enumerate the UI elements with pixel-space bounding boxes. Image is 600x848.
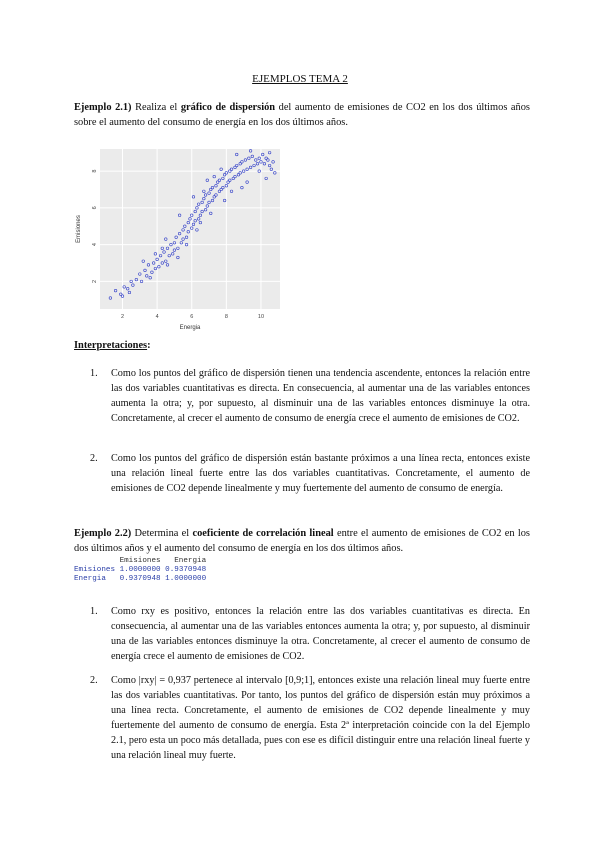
y-tick-label: 2 — [92, 279, 98, 283]
statement-text: Determina el — [131, 528, 193, 539]
list-text: Como |rxy| = 0,937 pertenece al intervalo [0,9;1], entonces existe una relación lineal muy fuerte entre las dos variables cuantitativas. Por tanto, los puntos del gráfico de dispersión están muy próximos a una línea recta. Concretamente, el aumento de emisiones de CO2 depende linealmente y muy fuertemente del aumento de consumo de energía. Esta 2ª interpretación coincide con la del Ejemplo 2.1, pero esta un poco más detallada, pues con ese es difícil distinguir entre una relación lineal fuerte y una relación lineal muy fuerte. — [111, 675, 530, 761]
y-tick-label: 8 — [92, 169, 98, 173]
list-number: 1. — [90, 606, 98, 617]
list-item — [90, 604, 530, 664]
list-item — [90, 673, 530, 765]
example-label: Ejemplo 2.2) — [74, 528, 132, 539]
list-text: Como rxy es positivo, entonces la relación entre las dos variables cuantitativas es directa. En consecuencia, al aumentar una de las variables entonces aumenta la otra; y, por supuesto, al disminuir una de las variables entonces disminuye la otra. Concretamente, al crecer el aumento de consumo de energía crece el aumento de emisiones de CO2. — [111, 606, 530, 662]
y-tick-label: 4 — [92, 243, 98, 247]
list-number: 2. — [90, 675, 98, 686]
y-tick-label: 6 — [92, 206, 98, 210]
statement-bold: gráfico de dispersión — [180, 102, 276, 113]
list-item — [90, 366, 530, 430]
scatter-chart — [72, 143, 290, 343]
page-title: EJEMPLOS TEMA 2 — [252, 73, 348, 85]
matrix-row-label: Energia — [74, 575, 116, 583]
plot-background — [100, 149, 280, 309]
matrix-header: Emisiones Energia — [74, 557, 207, 565]
example-2-1-statement — [74, 100, 530, 130]
statement-bold: coeficiente de correlación lineal — [192, 528, 334, 539]
example-label: Ejemplo 2.1) — [74, 102, 132, 113]
correlation-matrix-output — [74, 557, 244, 585]
statement-text: Realiza el — [131, 102, 181, 113]
y-axis-label: Emisiones — [76, 215, 82, 243]
interpretations-heading-text: Interpretaciones — [74, 340, 148, 351]
statement-text: del aumento de emisiones de CO2 en los dos últimos años sobre el aumento del consumo de energía en los dos últimos años. — [74, 102, 530, 128]
interpretations-heading — [74, 340, 151, 351]
x-axis-label: Energia — [179, 325, 201, 331]
interpretations-heading-colon: : — [147, 340, 151, 351]
matrix-row-values: 1.0000000 0.9370948 — [115, 566, 207, 574]
list-number: 1. — [90, 368, 98, 379]
x-tick-label: 8 — [224, 314, 228, 320]
list-item — [90, 451, 530, 511]
x-tick-label: 2 — [120, 314, 125, 320]
list-number: 2. — [90, 453, 98, 464]
matrix-row-values: 0.9370948 1.0000000 — [115, 575, 207, 583]
example-2-2-statement — [74, 526, 530, 556]
x-tick-label: 4 — [155, 314, 159, 320]
list-text: Como los puntos del gráfico de dispersión están bastante próximos a una línea recta, entonces existe una relación lineal fuerte entre las dos variables cuantitativas. Concretamente, el aumento de emisiones de CO2 depende linealmente y muy fuertemente del aumento de consumo de energía. — [111, 453, 530, 494]
statement-text: entre el aumento de emisiones de CO2 en los dos últimos años y el aumento del consumo de energía en los dos últimos años. — [74, 528, 530, 554]
x-tick-label: 6 — [190, 314, 194, 320]
x-tick-label: 10 — [257, 314, 265, 320]
list-text: Como los puntos del gráfico de dispersión tienen una tendencia ascendente, entonces la relación entre las dos variables cuantitativas es directa. En consecuencia, al aumentar una de las variables entonces aumenta la otra; y, por supuesto, al disminuir una de las variables entonces disminuye la otra. Concretamente, al crecer el aumento de consumo de energía crece el aumento de emisiones de CO2. — [111, 368, 530, 424]
matrix-row-label: Emisiones — [74, 566, 116, 574]
